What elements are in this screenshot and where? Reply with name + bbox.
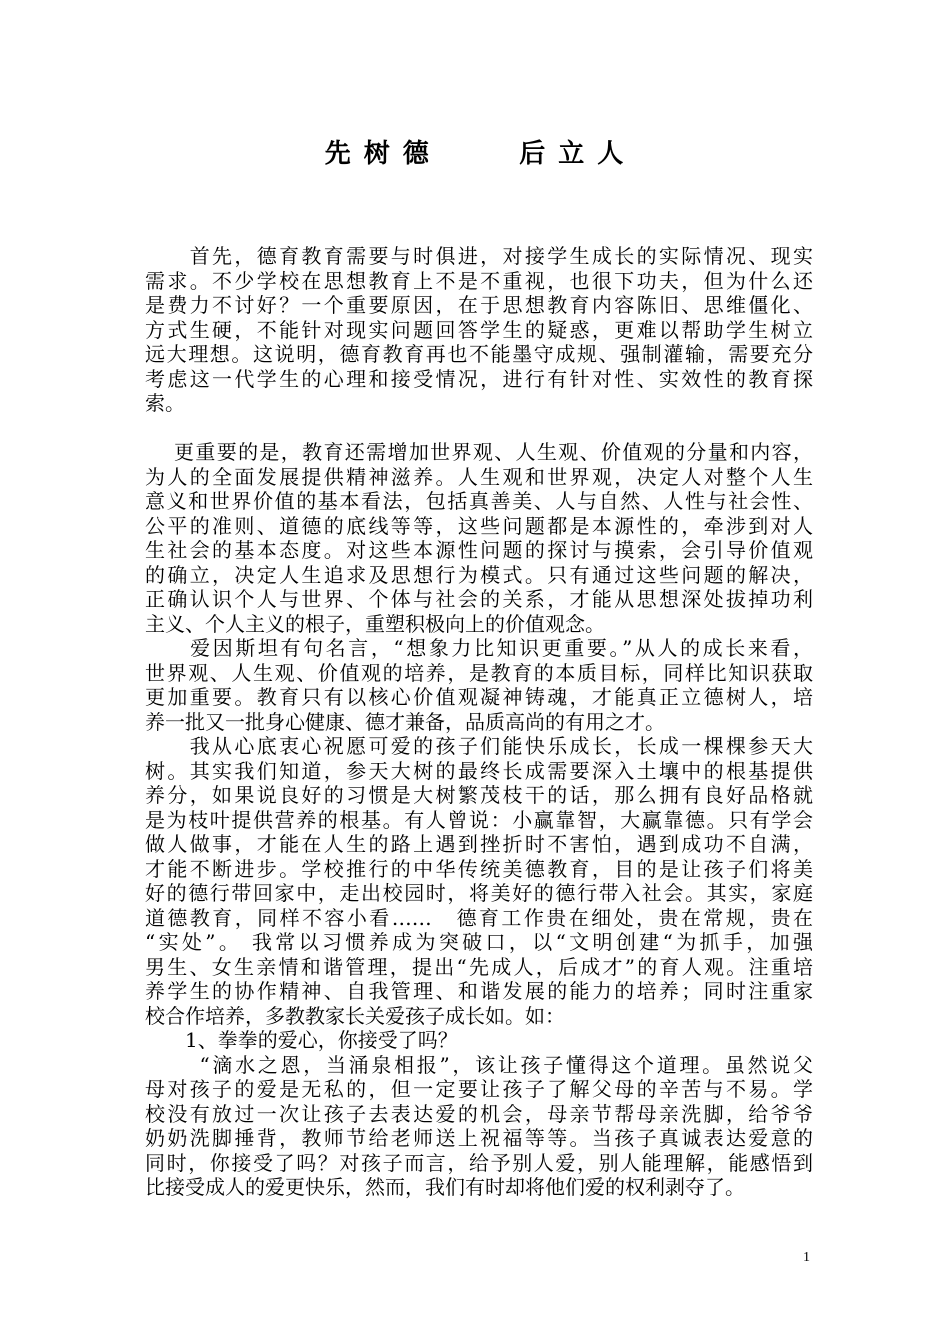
text-line: 男生、女生亲情和谐管理，提出“先成人，后成才”的育人观。注重培 [145,954,813,979]
text-line: 主义、个人主义的根子，重塑积极向上的价值观念。 [145,611,605,636]
text-line: 远大理想。这说明，德育教育再也不能墨守成规、强制灌输，需要充分 [145,342,813,366]
paragraph-3 [145,636,813,734]
text-line: 同时，你接受了吗？对孩子而言，给予别人爱，别人能理解，能感悟到 [145,1150,813,1175]
text-line: “滴水之恩，当涌泉相报”，该让孩子懂得这个道理。虽然说父 [145,1052,813,1077]
paragraph-5-heading [145,1028,813,1053]
text-line: 考虑这一代学生的心理和接受情况，进行有针对性、实效性的教育探 [145,366,813,391]
paragraph-6 [145,1053,813,1200]
text-line: 更重要的是，教育还需增加世界观、人生观、价值观的分量和内容， [145,440,813,464]
text-line: 我从心底衷心祝愿可爱的孩子们能快乐成长，长成一棵棵参天大 [145,734,813,758]
text-line: 生社会的基本态度。对这些本源性问题的探讨与摸索，会引导价值观 [145,538,813,562]
document-title: 先 树 德 后 立 人 [324,139,626,169]
text-line: 校合作培养，多教教家长关爱孩子成长如。如： [145,1003,565,1028]
text-line: 为人的全面发展提供精神滋养。人生观和世界观，决定人对整个人生 [145,464,813,489]
text-line: 方式生硬，不能针对现实问题回答学生的疑惑，更难以帮助学生树立 [145,317,813,342]
text-line: 意义和世界价值的基本看法，包括真善美、人与自然、人性与社会性、 [145,489,813,513]
paragraph-1 [145,244,813,416]
paragraph-4 [145,734,813,1028]
text-line: 1、拳拳的爱心，你接受了吗？ [145,1028,458,1052]
text-line: 才能不断进步。学校推行的中华传统美德教育，目的是让孩子们将美 [145,856,813,881]
text-line: 是为枝叶提供营养的根基。有人曾说：小赢靠智，大赢靠德。只有学会 [145,807,813,832]
text-line: 树。其实我们知道，参天大树的最终长成需要深入土壤中的根基提供 [145,758,813,783]
text-line: 母对孩子的爱是无私的，但一定要让孩子了解父母的辛苦与不易。学 [145,1077,813,1101]
text-line: 奶奶洗脚捶背，教师节给老师送上祝福等等。当孩子真诚表达爱意的 [145,1126,813,1150]
text-line: 养学生的协作精神、自我管理、和谐发展的能力的培养；同时注重家 [145,979,813,1003]
text-line: 养一批又一批身心健康、德才兼备，品质高尚的有用之才。 [145,709,665,734]
text-line: 做人做事，才能在人生的路上遇到挫折时不害怕，遇到成功不自满， [145,832,813,856]
text-line: 好的德行带回家中，走出校园时，将美好的德行带入社会。其实，家庭 [145,881,813,905]
text-line: 道德教育，同样不容小看…… 德育工作贵在细处，贵在常规，贵在 [145,905,813,930]
text-line: “实处”。 我常以习惯养成为突破口，以“文明创建“为抓手，加强 [145,930,813,954]
paragraph-2 [145,440,813,636]
text-line: 爱因斯坦有句名言，“想象力比知识更重要。”从人的成长来看， [145,636,813,660]
text-line: 养分，如果说良好的习惯是大树繁茂枝干的话，那么拥有良好品格就 [145,783,813,807]
text-line: 正确认识个人与世界、个体与社会的关系，才能从思想深处拔掉功利 [145,587,813,611]
text-line: 是费力不讨好？一个重要原因，在于思想教育内容陈旧、思维僵化、 [145,293,813,317]
text-line: 首先，德育教育需要与时俱进，对接学生成长的实际情况、现实 [145,244,813,268]
text-line: 需求。不少学校在思想教育上不是不重视，也很下功夫，但为什么还 [145,268,813,293]
document-body [145,244,813,1200]
text-line: 公平的准则、道德的底线等等，这些问题都是本源性的，牵涉到对人 [145,513,813,538]
text-line: 索。 [145,391,185,415]
text-line: 的确立，决定人生追求及思想行为模式。只有通过这些问题的解决， [145,562,813,587]
text-line: 比接受成人的爱更快乐，然而，我们有时却将他们爱的权利剥夺了。 [145,1175,745,1199]
page-number: 1 [803,1250,810,1265]
text-line: 校没有放过一次让孩子去表达爱的机会，母亲节帮母亲洗脚，给爷爷 [145,1101,813,1126]
text-line: 世界观、人生观、价值观的培养，是教育的本质目标，同样比知识获取 [145,660,813,685]
paragraph-spacer [145,416,813,441]
text-line: 更加重要。教育只有以核心价值观凝神铸魂，才能真正立德树人，培 [145,685,813,709]
